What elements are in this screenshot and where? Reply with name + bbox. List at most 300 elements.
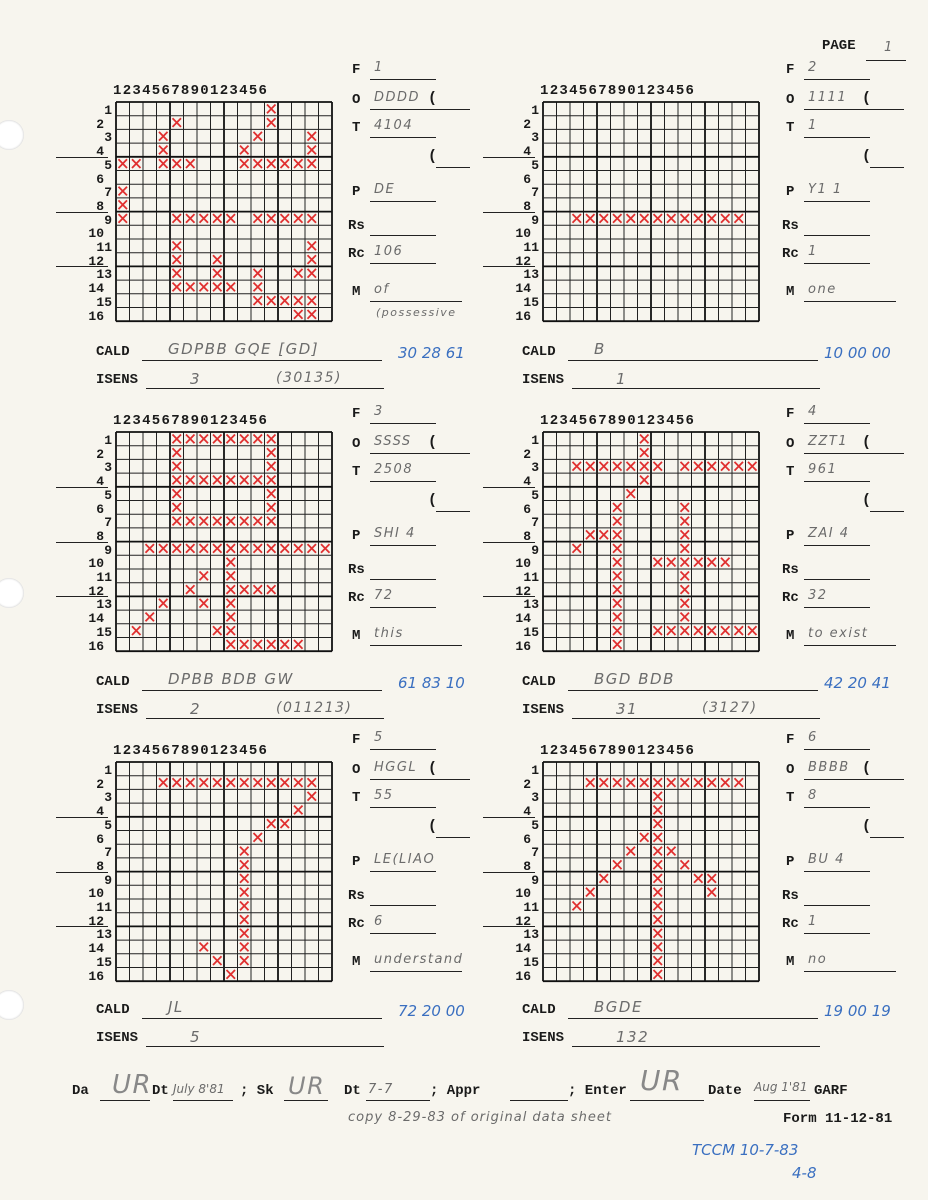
grid-row-number: 14 xyxy=(88,941,104,957)
grid-row-number: 15 xyxy=(523,294,539,310)
grid-row-number: 9 xyxy=(104,212,112,228)
glyph-x-mark xyxy=(294,296,303,305)
date-label: Date xyxy=(708,1083,742,1099)
glyph-x-mark xyxy=(308,778,317,787)
glyph-x-mark xyxy=(254,214,263,223)
glyph-x-mark xyxy=(308,242,317,251)
form-number: Form 11-12-81 xyxy=(783,1111,893,1127)
glyph-x-mark xyxy=(254,296,263,305)
glyph-x-mark xyxy=(640,462,649,471)
grid-row-number: 5 xyxy=(531,487,539,503)
field-line-rs xyxy=(804,905,870,906)
grid-row-number: 12 xyxy=(515,253,531,269)
glyph-x-mark xyxy=(281,819,290,828)
glyph-x-mark xyxy=(240,847,249,856)
page-number-line xyxy=(866,60,906,61)
glyph-x-mark xyxy=(200,283,209,292)
glyph-grid xyxy=(116,432,334,653)
glyph-x-mark xyxy=(681,778,690,787)
cald-line xyxy=(568,1018,818,1019)
field-label-m: M xyxy=(786,954,795,970)
field-label-t: T xyxy=(352,464,361,480)
da-value: UR xyxy=(112,1070,153,1100)
field-value-p: ZAI 4 xyxy=(808,526,850,541)
isens-label: ISENS xyxy=(96,702,139,718)
field-line-f xyxy=(804,423,870,424)
cald-code: 19 00 19 xyxy=(824,1002,891,1020)
glyph-x-mark xyxy=(573,544,582,553)
glyph-x-mark xyxy=(654,956,663,965)
isens-line xyxy=(572,388,820,389)
field-line-m xyxy=(804,301,896,302)
field-label-f: F xyxy=(786,732,795,748)
grid-row-number: 4 xyxy=(96,804,104,820)
glyph-x-mark xyxy=(119,200,128,209)
glyph-x-mark xyxy=(667,214,676,223)
grid-row-number: 8 xyxy=(523,198,531,214)
glyph-x-mark xyxy=(748,626,757,635)
field-line-m xyxy=(804,645,896,646)
grid-row-number: 13 xyxy=(96,267,112,283)
glyph-x-mark xyxy=(308,296,317,305)
field-value-t: 2508 xyxy=(374,462,414,477)
glyph-x-mark xyxy=(146,613,155,622)
glyph-x-mark xyxy=(200,435,209,444)
paren-line xyxy=(870,511,904,512)
glyph-x-mark xyxy=(681,544,690,553)
grid-row-number: 8 xyxy=(96,198,104,214)
field-line-f xyxy=(804,749,870,750)
cald-code: 72 20 00 xyxy=(398,1002,465,1020)
field-value-f: 1 xyxy=(374,60,384,75)
field-line-m xyxy=(370,645,462,646)
glyph-x-mark xyxy=(708,778,717,787)
glyph-x-mark xyxy=(281,296,290,305)
glyph-x-mark xyxy=(654,214,663,223)
grid-row-number: 7 xyxy=(104,185,112,201)
glyph-x-mark xyxy=(586,888,595,897)
grid-row-number: 12 xyxy=(515,913,531,929)
glyph-x-mark xyxy=(213,544,222,553)
glyph-x-mark xyxy=(200,778,209,787)
field-line-rc xyxy=(804,607,870,608)
glyph-x-mark xyxy=(240,874,249,883)
grid-row-number: 6 xyxy=(96,171,104,187)
paren-left: ( xyxy=(862,760,872,777)
field-value-o: HGGL xyxy=(374,760,418,775)
field-line-rs xyxy=(370,235,436,236)
glyph-x-mark xyxy=(213,283,222,292)
field-line-t xyxy=(804,481,870,482)
enter-value: UR xyxy=(640,1064,683,1097)
glyph-x-mark xyxy=(694,626,703,635)
cald-code: 30 28 61 xyxy=(398,344,465,362)
paren-line xyxy=(436,779,470,780)
glyph-x-mark xyxy=(186,214,195,223)
glyph-x-mark xyxy=(186,476,195,485)
glyph-x-mark xyxy=(267,503,276,512)
field-label-f: F xyxy=(352,732,361,748)
glyph-x-mark xyxy=(294,640,303,649)
grid-row-number: 10 xyxy=(88,226,104,242)
glyph-x-mark xyxy=(640,778,649,787)
glyph-x-mark xyxy=(159,599,168,608)
glyph-x-mark xyxy=(573,462,582,471)
grid-row-number: 13 xyxy=(523,267,539,283)
grid-row-number: 16 xyxy=(88,968,104,984)
glyph-x-mark xyxy=(267,118,276,127)
glyph-x-mark xyxy=(708,558,717,567)
field-value-t: 55 xyxy=(374,788,394,803)
grid-row-number: 6 xyxy=(523,501,531,517)
paren-left: ( xyxy=(428,760,438,777)
dt-line xyxy=(173,1100,233,1101)
glyph-x-mark xyxy=(613,558,622,567)
field-label-m: M xyxy=(786,628,795,644)
page-number: 1 xyxy=(884,40,894,55)
grid-row-number: 4 xyxy=(523,144,531,160)
glyph-x-mark xyxy=(240,640,249,649)
glyph-x-mark xyxy=(240,585,249,594)
glyph-x-mark xyxy=(267,640,276,649)
glyph-x-mark xyxy=(654,833,663,842)
grid-row-number: 1 xyxy=(531,763,539,778)
grid-row-number: 11 xyxy=(96,240,112,255)
glyph-x-mark xyxy=(613,462,622,471)
glyph-x-mark xyxy=(600,462,609,471)
field-line-p xyxy=(804,201,870,202)
cald-line xyxy=(568,690,818,691)
glyph-x-mark xyxy=(186,544,195,553)
paren-left: ( xyxy=(428,818,438,835)
glyph-x-mark xyxy=(267,517,276,526)
glyph-x-mark xyxy=(267,778,276,787)
field-line-rc xyxy=(804,933,870,934)
grid-row-number: 4 xyxy=(96,144,104,160)
glyph-x-mark xyxy=(694,558,703,567)
glyph-x-mark xyxy=(667,778,676,787)
isens-note: (011213) xyxy=(276,700,353,716)
glyph-grid xyxy=(543,762,761,983)
grid-row-number: 2 xyxy=(523,446,531,462)
field-label-f: F xyxy=(352,62,361,78)
grid-row-number: 1 xyxy=(104,103,112,118)
grid-row-number: 14 xyxy=(88,611,104,627)
field-line-rc xyxy=(370,263,436,264)
field-line-rs xyxy=(370,905,436,906)
paren-line xyxy=(870,779,904,780)
grid-row-number: 2 xyxy=(96,776,104,792)
glyph-x-mark xyxy=(159,146,168,155)
grid-row-tick xyxy=(483,266,535,267)
isens-line xyxy=(146,718,384,719)
grid-row-tick xyxy=(56,542,108,543)
grid-row-number: 10 xyxy=(88,556,104,572)
field-label-f: F xyxy=(786,406,795,422)
glyph-x-mark xyxy=(213,269,222,278)
dt2-line xyxy=(366,1100,430,1101)
field-label-t: T xyxy=(352,790,361,806)
grid-row-number: 15 xyxy=(523,624,539,640)
glyph-x-mark xyxy=(694,874,703,883)
grid-row-tick xyxy=(56,926,108,927)
paren-left: ( xyxy=(862,90,872,107)
glyph-x-mark xyxy=(227,970,236,979)
glyph-x-mark xyxy=(654,558,663,567)
page-label: PAGE xyxy=(822,38,856,54)
paren-line xyxy=(436,511,470,512)
grid-row-number: 2 xyxy=(523,776,531,792)
sk-label: ; Sk xyxy=(240,1083,274,1099)
glyph-x-mark xyxy=(681,572,690,581)
glyph-x-mark xyxy=(586,214,595,223)
isens-value: 2 xyxy=(190,700,202,718)
grid-row-tick xyxy=(483,487,535,488)
field-line-m xyxy=(370,971,462,972)
punch-hole-top xyxy=(0,120,24,150)
grid-row-number: 11 xyxy=(96,900,112,915)
sk-value: UR xyxy=(288,1072,326,1100)
field-label-rc: Rc xyxy=(348,246,365,262)
glyph-x-mark xyxy=(227,544,236,553)
glyph-x-mark xyxy=(240,929,249,938)
glyph-x-mark xyxy=(213,435,222,444)
field-label-o: O xyxy=(352,92,361,108)
grid-row-number: 9 xyxy=(531,872,539,888)
glyph-x-mark xyxy=(735,778,744,787)
glyph-x-mark xyxy=(240,517,249,526)
glyph-x-mark xyxy=(721,626,730,635)
field-value-p: LE(LIAO xyxy=(374,852,436,867)
glyph-x-mark xyxy=(708,626,717,635)
grid-row-number: 16 xyxy=(88,308,104,324)
glyph-x-mark xyxy=(308,255,317,264)
grid-column-numbers: 1234567890123456 xyxy=(113,743,269,759)
isens-value: 5 xyxy=(190,1028,202,1046)
glyph-x-mark xyxy=(640,833,649,842)
paren-line xyxy=(870,837,904,838)
glyph-x-mark xyxy=(600,874,609,883)
field-line-p xyxy=(370,871,436,872)
glyph-x-mark xyxy=(227,640,236,649)
appr-line xyxy=(510,1100,568,1101)
glyph-x-mark xyxy=(627,462,636,471)
field-line-o xyxy=(370,109,436,110)
glyph-x-mark xyxy=(159,544,168,553)
glyph-x-mark xyxy=(200,214,209,223)
grid-row-number: 7 xyxy=(531,515,539,531)
glyph-grid xyxy=(543,432,761,653)
cald-code: 61 83 10 xyxy=(398,674,465,692)
isens-label: ISENS xyxy=(522,1030,565,1046)
isens-line xyxy=(572,1046,820,1047)
glyph-x-mark xyxy=(213,476,222,485)
glyph-x-mark xyxy=(735,214,744,223)
glyph-x-mark xyxy=(186,517,195,526)
grid-row-number: 2 xyxy=(96,116,104,132)
glyph-x-mark xyxy=(173,255,182,264)
glyph-x-mark xyxy=(267,819,276,828)
field-label-rs: Rs xyxy=(348,562,365,578)
glyph-x-mark xyxy=(281,778,290,787)
glyph-x-mark xyxy=(267,159,276,168)
glyph-x-mark xyxy=(294,544,303,553)
field-m-note: (possessive xyxy=(376,306,457,319)
paren-left: ( xyxy=(862,492,872,509)
glyph-x-mark xyxy=(654,943,663,952)
grid-row-number: 15 xyxy=(96,294,112,310)
glyph-x-mark xyxy=(721,462,730,471)
glyph-x-mark xyxy=(281,159,290,168)
glyph-x-mark xyxy=(146,544,155,553)
glyph-x-mark xyxy=(173,462,182,471)
glyph-x-mark xyxy=(254,640,263,649)
field-label-rs: Rs xyxy=(348,888,365,904)
isens-label: ISENS xyxy=(522,372,565,388)
glyph-x-mark xyxy=(586,778,595,787)
glyph-x-mark xyxy=(200,943,209,952)
grid-row-number: 10 xyxy=(515,886,531,902)
glyph-x-mark xyxy=(173,242,182,251)
grid-row-number: 13 xyxy=(523,597,539,613)
grid-row-number: 7 xyxy=(104,515,112,531)
glyph-x-mark xyxy=(227,558,236,567)
field-line-f xyxy=(370,423,436,424)
grid-column-numbers: 1234567890123456 xyxy=(113,413,269,429)
glyph-x-mark xyxy=(640,435,649,444)
grid-row-number: 3 xyxy=(531,460,539,476)
glyph-x-mark xyxy=(308,544,317,553)
grid-row-number: 14 xyxy=(515,281,531,297)
glyph-x-mark xyxy=(240,888,249,897)
cald-value: BGD BDB xyxy=(594,670,675,688)
grid-row-tick xyxy=(56,157,108,158)
da-label: Da xyxy=(72,1083,89,1099)
glyph-x-mark xyxy=(173,503,182,512)
field-label-o: O xyxy=(786,92,795,108)
glyph-x-mark xyxy=(654,970,663,979)
appr-label: ; Appr xyxy=(430,1083,481,1099)
field-line-rs xyxy=(370,579,436,580)
field-label-m: M xyxy=(352,284,361,300)
glyph-x-mark xyxy=(654,819,663,828)
glyph-x-mark xyxy=(613,640,622,649)
glyph-x-mark xyxy=(173,476,182,485)
grid-column-numbers: 1234567890123456 xyxy=(113,83,269,99)
field-value-rc: 6 xyxy=(374,914,384,929)
grid-row-number: 2 xyxy=(523,116,531,132)
paren-line xyxy=(436,167,470,168)
glyph-x-mark xyxy=(586,530,595,539)
grid-row-tick xyxy=(56,596,108,597)
field-label-rs: Rs xyxy=(782,562,799,578)
glyph-x-mark xyxy=(132,159,141,168)
glyph-x-mark xyxy=(240,915,249,924)
glyph-x-mark xyxy=(159,159,168,168)
grid-row-number: 6 xyxy=(523,831,531,847)
glyph-x-mark xyxy=(186,778,195,787)
grid-row-number: 12 xyxy=(88,253,104,269)
field-label-t: T xyxy=(786,120,795,136)
field-line-rs xyxy=(804,235,870,236)
stamp-line-1: TCCM 10-7-83 xyxy=(692,1141,799,1159)
glyph-x-mark xyxy=(627,778,636,787)
paren-line xyxy=(436,109,470,110)
glyph-x-mark xyxy=(708,214,717,223)
field-value-f: 2 xyxy=(808,60,818,75)
field-value-f: 6 xyxy=(808,730,818,745)
glyph-x-mark xyxy=(721,778,730,787)
field-value-o: BBBB xyxy=(808,760,850,775)
grid-row-number: 14 xyxy=(88,281,104,297)
sk-line xyxy=(284,1100,328,1101)
grid-row-number: 12 xyxy=(88,583,104,599)
glyph-x-mark xyxy=(227,476,236,485)
isens-value: 1 xyxy=(616,370,628,388)
paren-left: ( xyxy=(428,492,438,509)
grid-row-number: 5 xyxy=(104,817,112,833)
field-label-f: F xyxy=(352,406,361,422)
glyph-x-mark xyxy=(267,476,276,485)
field-value-m: one xyxy=(808,282,837,297)
glyph-x-mark xyxy=(613,860,622,869)
glyph-x-mark xyxy=(227,435,236,444)
glyph-x-mark xyxy=(308,792,317,801)
grid-row-number: 13 xyxy=(96,597,112,613)
glyph-x-mark xyxy=(613,613,622,622)
glyph-x-mark xyxy=(600,778,609,787)
field-value-m: no xyxy=(808,952,828,967)
glyph-x-mark xyxy=(200,517,209,526)
paren-left: ( xyxy=(862,434,872,451)
glyph-x-mark xyxy=(186,283,195,292)
field-label-t: T xyxy=(786,790,795,806)
field-value-o: SSSS xyxy=(374,434,412,449)
field-value-p: BU 4 xyxy=(808,852,845,867)
glyph-x-mark xyxy=(267,462,276,471)
glyph-x-mark xyxy=(613,517,622,526)
field-label-o: O xyxy=(786,436,795,452)
glyph-x-mark xyxy=(694,462,703,471)
grid-row-number: 1 xyxy=(104,763,112,778)
grid-row-tick xyxy=(483,596,535,597)
glyph-x-mark xyxy=(681,613,690,622)
glyph-x-mark xyxy=(667,558,676,567)
glyph-x-mark xyxy=(681,517,690,526)
glyph-x-mark xyxy=(200,544,209,553)
grid-row-number: 11 xyxy=(523,900,539,915)
grid-row-number: 16 xyxy=(515,968,531,984)
field-line-o xyxy=(804,453,870,454)
field-value-rc: 1 xyxy=(808,244,818,259)
glyph-grid xyxy=(116,762,334,983)
dt2-value: 7-7 xyxy=(368,1082,394,1097)
cald-label: CALD xyxy=(522,344,556,360)
grid-row-number: 1 xyxy=(531,433,539,448)
field-label-p: P xyxy=(352,854,361,870)
isens-label: ISENS xyxy=(96,372,139,388)
grid-row-number: 4 xyxy=(523,474,531,490)
field-line-t xyxy=(804,807,870,808)
glyph-x-mark xyxy=(600,214,609,223)
glyph-x-mark xyxy=(267,489,276,498)
grid-row-number: 14 xyxy=(515,941,531,957)
grid-row-number: 12 xyxy=(515,583,531,599)
isens-note: (3127) xyxy=(702,700,758,716)
glyph-x-mark xyxy=(721,214,730,223)
glyph-x-mark xyxy=(254,435,263,444)
isens-value: 132 xyxy=(616,1028,650,1046)
